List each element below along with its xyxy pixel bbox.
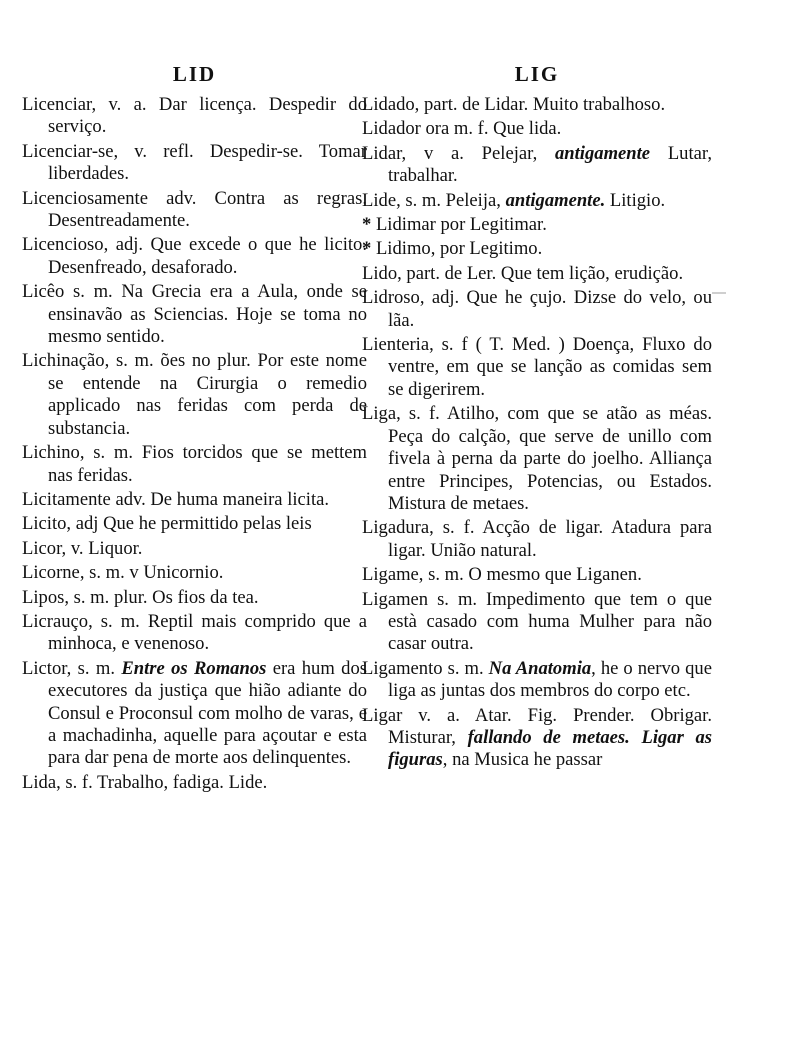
- dictionary-entry: [362, 403, 712, 515]
- entry-text: , na Musica he passar: [442, 749, 603, 771]
- dictionary-entry: [362, 705, 712, 772]
- entry-text: Licor, v. Liquor.: [22, 537, 143, 559]
- entry-text: Ligamento s. m.: [362, 657, 489, 679]
- dictionary-entry: [362, 589, 712, 656]
- entry-text: , he o nervo que liga as juntas dos membros do corpo etc.: [388, 657, 712, 702]
- entry-text: Lidimar por Legitimar.: [375, 214, 547, 236]
- dictionary-entry: [362, 287, 712, 332]
- entry-text: Liga, s. f. Atilho, com que se atão as méas. Peça do calção, que serve de unillo com fivela à perna da parte do joelho. Alliança entre Principes, Potencias, ou Estados. Mistura de metaes.: [362, 403, 712, 514]
- dictionary-entry: [362, 263, 712, 285]
- dictionary-entry: [362, 190, 712, 212]
- entry-text: Lipos, s. m. plur. Os fios da tea.: [22, 586, 259, 608]
- entry-text: Ligamen s. m. Impedimento que tem o que està casado com huma Mulher para não casar outra.: [362, 588, 712, 655]
- entry-text: Lidroso, adj. Que he çujo. Dizse do velo, ou lãa.: [362, 287, 712, 331]
- entry-text: Ligadura, s. f. Acção de ligar. Atadura para ligar. União natural.: [362, 517, 712, 561]
- entry-text: Lido, part. de Ler. Que tem lição, erudição.: [362, 262, 684, 284]
- entry-text: Licenciar, v. a. Dar licença. Despedir do serviço.: [22, 94, 367, 138]
- entry-text: era hum dos executores da justiça que hião adiante do Consul e Proconsul com molho de varas, e a machadinha, aquelle para açoutar e esta para dar pena de morte aos delinquentes.: [48, 657, 367, 769]
- dictionary-entry: [22, 350, 367, 440]
- entry-text: Lide, s. m. Peleija,: [362, 189, 506, 211]
- entry-text: Litigio.: [605, 189, 666, 211]
- margin-mark: [712, 292, 726, 294]
- dictionary-entry: [362, 94, 712, 116]
- dictionary-entry: [22, 658, 367, 770]
- left-running-header: LID: [172, 62, 217, 86]
- dictionary-entry: [362, 118, 712, 140]
- dictionary-entry: [362, 334, 712, 401]
- entry-text: Lidado, part. de Lidar. Muito trabalhoso.: [362, 94, 666, 115]
- entry-text: *: [362, 214, 376, 236]
- dictionary-entry: [22, 442, 367, 487]
- entry-text: Lictor, s. m.: [22, 657, 122, 679]
- entry-text: Lidimo, por Legitimo.: [375, 238, 543, 260]
- dictionary-entry: [22, 234, 367, 279]
- italic-text: fallando de metaes. Ligar as figuras: [388, 726, 712, 771]
- left-column: [22, 60, 367, 796]
- dictionary-entry: [362, 517, 712, 562]
- entry-text: Lichino, s. m. Fios torcidos que se mettem nas feridas.: [22, 442, 367, 486]
- right-entries: [362, 94, 712, 772]
- entry-text: Licenciar-se, v. refl. Despedir-se. Tomar liberdades.: [22, 140, 367, 185]
- dictionary-entry: [22, 587, 367, 609]
- entry-text: Licêo s. m. Na Grecia era a Aula, onde se ensinavão as Sciencias. Hoje se toma no mesmo sentido.: [22, 281, 367, 348]
- dictionary-entry: [22, 141, 367, 186]
- entry-text: Lutar, trabalhar.: [388, 142, 712, 187]
- italic-text: antigamente: [555, 142, 651, 164]
- dictionary-entry: [22, 281, 367, 348]
- dictionary-entry: [22, 489, 367, 511]
- dictionary-entry: [362, 238, 712, 260]
- entry-text: Ligar v. a. Atar. Fig. Prender. Obrigar. Misturar,: [362, 704, 712, 748]
- left-entries: [22, 94, 367, 794]
- dictionary-entry: [22, 538, 367, 560]
- right-running-header: LIG: [514, 62, 560, 86]
- dictionary-entry: [22, 513, 367, 535]
- dictionary-entry: [22, 188, 367, 233]
- entry-text: Licitamente adv. De huma maneira licita.: [22, 488, 330, 510]
- entry-text: Ligame, s. m. O mesmo que Liganen.: [362, 564, 642, 586]
- italic-text: Entre os Romanos: [121, 657, 267, 679]
- entry-text: Licrauço, s. m. Reptil mais comprido que a minhoca, e venenoso.: [22, 610, 367, 655]
- dictionary-entry: [22, 611, 367, 656]
- entry-text: Lidar, v a. Pelejar,: [362, 142, 555, 164]
- right-column: [362, 60, 712, 774]
- entry-text: Lidador ora m. f. Que lida.: [362, 118, 562, 140]
- entry-text: Lichinação, s. m. ões no plur. Por este nome se entende na Cirurgia o remedio applicado nas feridas com perda de substancia.: [22, 350, 367, 439]
- italic-text: antigamente.: [505, 189, 606, 211]
- entry-text: Lienteria, s. f ( T. Med. ) Doença, Fluxo do ventre, em que se lanção as comidas sem se digerirem.: [362, 334, 712, 400]
- entry-text: *: [362, 238, 376, 260]
- dictionary-entry: [362, 143, 712, 188]
- entry-text: Licorne, s. m. v Unicornio.: [22, 562, 224, 584]
- dictionary-entry: [362, 214, 712, 236]
- entry-text: Lida, s. f. Trabalho, fadiga. Lide.: [22, 771, 268, 793]
- entry-text: Licito, adj Que he permittido pelas leis: [22, 513, 312, 535]
- dictionary-entry: [362, 564, 712, 586]
- dictionary-entry: [22, 94, 367, 139]
- entry-text: Licenciosamente adv. Contra as regras. Desentreadamente.: [22, 187, 367, 232]
- dictionary-entry: [22, 772, 367, 794]
- dictionary-entry: [362, 658, 712, 703]
- italic-text: Na Anatomia: [488, 657, 592, 679]
- dictionary-entry: [22, 562, 367, 584]
- entry-text: Licencioso, adj. Que excede o que he licito. Desenfreado, desaforado.: [22, 234, 367, 278]
